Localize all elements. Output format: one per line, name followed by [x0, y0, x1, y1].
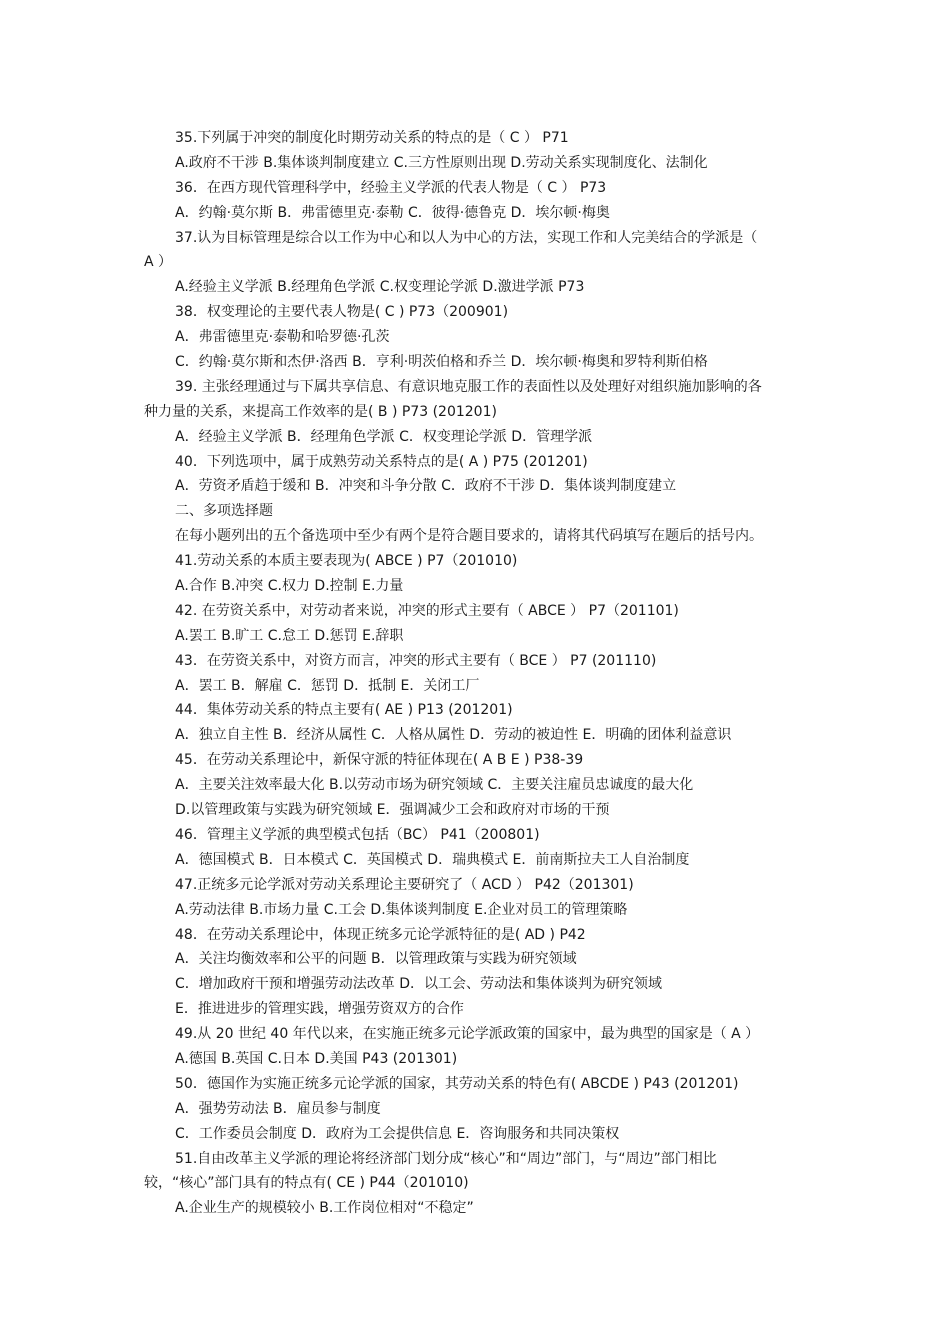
- text-line: D.以管理政策与实践为研究领域 E．强调减少工会和政府对市场的干预: [175, 802, 610, 819]
- text-line: 51.自由改革主义学派的理论将经济部门划分成“核心”和“周边”部门，与“周边”部门相比: [175, 1150, 717, 1167]
- text-line: A．弗雷德里克·泰勒和哈罗德·孔茨: [175, 329, 390, 346]
- text-line: C．约翰·莫尔斯和杰伊·洛西 B．亨利·明茨伯格和乔兰 D．埃尔顿·梅奥和罗特利斯伯格: [175, 354, 708, 371]
- text-line: 40．下列选项中，属于成熟劳动关系特点的是( A ) P75 (201201): [175, 453, 588, 470]
- text-line: A.经验主义学派 B.经理角色学派 C.权变理论学派 D.激进学派 P73: [175, 279, 585, 296]
- text-line: A.罢工 B.旷工 C.怠工 D.惩罚 E.辞职: [175, 627, 404, 644]
- text-line: 38．权变理论的主要代表人物是( C ) P73（200901): [175, 304, 509, 321]
- text-line: 在每小题列出的五个备选项中至少有两个是符合题目要求的，请将其代码填写在题后的括号内。: [175, 528, 763, 545]
- text-line: 49.从 20 世纪 40 年代以来，在实施正统多元论学派政策的国家中，最为典型的国家是（ A ）: [175, 1026, 760, 1043]
- text-line: 较，“核心”部门具有的特点有( CE ) P44（201010): [144, 1175, 469, 1192]
- text-line: 43．在劳资关系中，对资方而言，冲突的形式主要有（ BCE ） P7 (201110): [175, 652, 657, 669]
- text-line: 42. 在劳资关系中，对劳动者来说，冲突的形式主要有（ ABCE ） P7（201101): [175, 602, 679, 619]
- text-line: C．工作委员会制度 D．政府为工会提供信息 E．咨询服务和共同决策权: [175, 1125, 620, 1142]
- document-page: [144, 126, 814, 1221]
- text-line: A ）: [144, 254, 173, 271]
- text-line: 37.认为目标管理是综合以工作为中心和以人为中心的方法，实现工作和人完美结合的学派是（: [175, 229, 758, 246]
- text-line: 39. 主张经理通过与下属共享信息、有意识地克服工作的表面性以及处理好对组织施加影响的各: [175, 378, 762, 395]
- text-line: A．主要关注效率最大化 B.以劳动市场为研究领域 C．主要关注雇员忠诚度的最大化: [175, 777, 694, 794]
- text-line: A.德国 B.英国 C.日本 D.美国 P43 (201301): [175, 1050, 458, 1067]
- text-line: 50．德国作为实施正统多元论学派的国家，其劳动关系的特色有( ABCDE ) P43 (201201): [175, 1075, 739, 1092]
- text-line: A.企业生产的规模较小 B.工作岗位相对“不稳定”: [175, 1200, 474, 1217]
- text-line: A．关注均衡效率和公平的问题 B．以管理政策与实践为研究领域: [175, 951, 577, 968]
- text-line: A．独立自主性 B．经济从属性 C．人格从属性 D．劳动的被迫性 E．明确的团体利益意识: [175, 727, 732, 744]
- text-line: C．增加政府干预和增强劳动法改革 D．以工会、劳动法和集体谈判为研究领域: [175, 976, 663, 993]
- text-line: 41.劳动关系的本质主要表现为( ABCE ) P7（201010): [175, 553, 518, 570]
- text-line: A.劳动法律 B.市场力量 C.工会 D.集体谈判制度 E.企业对员工的管理策略: [175, 901, 628, 918]
- text-line: A．劳资矛盾趋于缓和 B．冲突和斗争分散 C．政府不干涉 D．集体谈判制度建立: [175, 478, 677, 495]
- text-line: 35.下列属于冲突的制度化时期劳动关系的特点的是（ C ） P71: [175, 130, 569, 146]
- text-line: A.合作 B.冲突 C.权力 D.控制 E.力量: [175, 578, 404, 595]
- text-line: A.政府不干涉 B.集体谈判制度建立 C.三方性原则出现 D.劳动关系实现制度化、法制化: [175, 154, 708, 171]
- text-line: 47.正统多元论学派对劳动关系理论主要研究了（ ACD ） P42（201301): [175, 876, 634, 893]
- text-line: 45．在劳动关系理论中，新保守派的特征体现在( A B E ) P38-39: [175, 752, 584, 769]
- text-line: A．经验主义学派 B．经理角色学派 C．权变理论学派 D．管理学派: [175, 428, 593, 445]
- text-line: 二、多项选择题: [175, 503, 273, 520]
- text-line: A．德国模式 B．日本模式 C．英国模式 D．瑞典模式 E．前南斯拉夫工人自治制度: [175, 851, 690, 868]
- text-line: 48．在劳动关系理论中，体现正统多元论学派特征的是( AD ) P42: [175, 926, 586, 943]
- text-line: A．罢工 B．解雇 C．惩罚 D．抵制 E．关闭工厂: [175, 677, 480, 694]
- text-line: A．约翰·莫尔斯 B．弗雷德里克·泰勒 C．彼得·德鲁克 D．埃尔顿·梅奥: [175, 204, 610, 221]
- text-line: 种力量的关系，来提高工作效率的是( B ) P73 (201201): [144, 403, 497, 420]
- text-line: 36．在西方现代管理科学中，经验主义学派的代表人物是（ C ） P73: [175, 179, 607, 196]
- text-line: 44．集体劳动关系的特点主要有( AE ) P13 (201201): [175, 702, 513, 719]
- text-line: 46．管理主义学派的典型模式包括（BC） P41（200801): [175, 826, 540, 843]
- text-line: A．强势劳动法 B．雇员参与制度: [175, 1100, 381, 1117]
- text-line: E．推进进步的管理实践，增强劳资双方的合作: [175, 1001, 464, 1018]
